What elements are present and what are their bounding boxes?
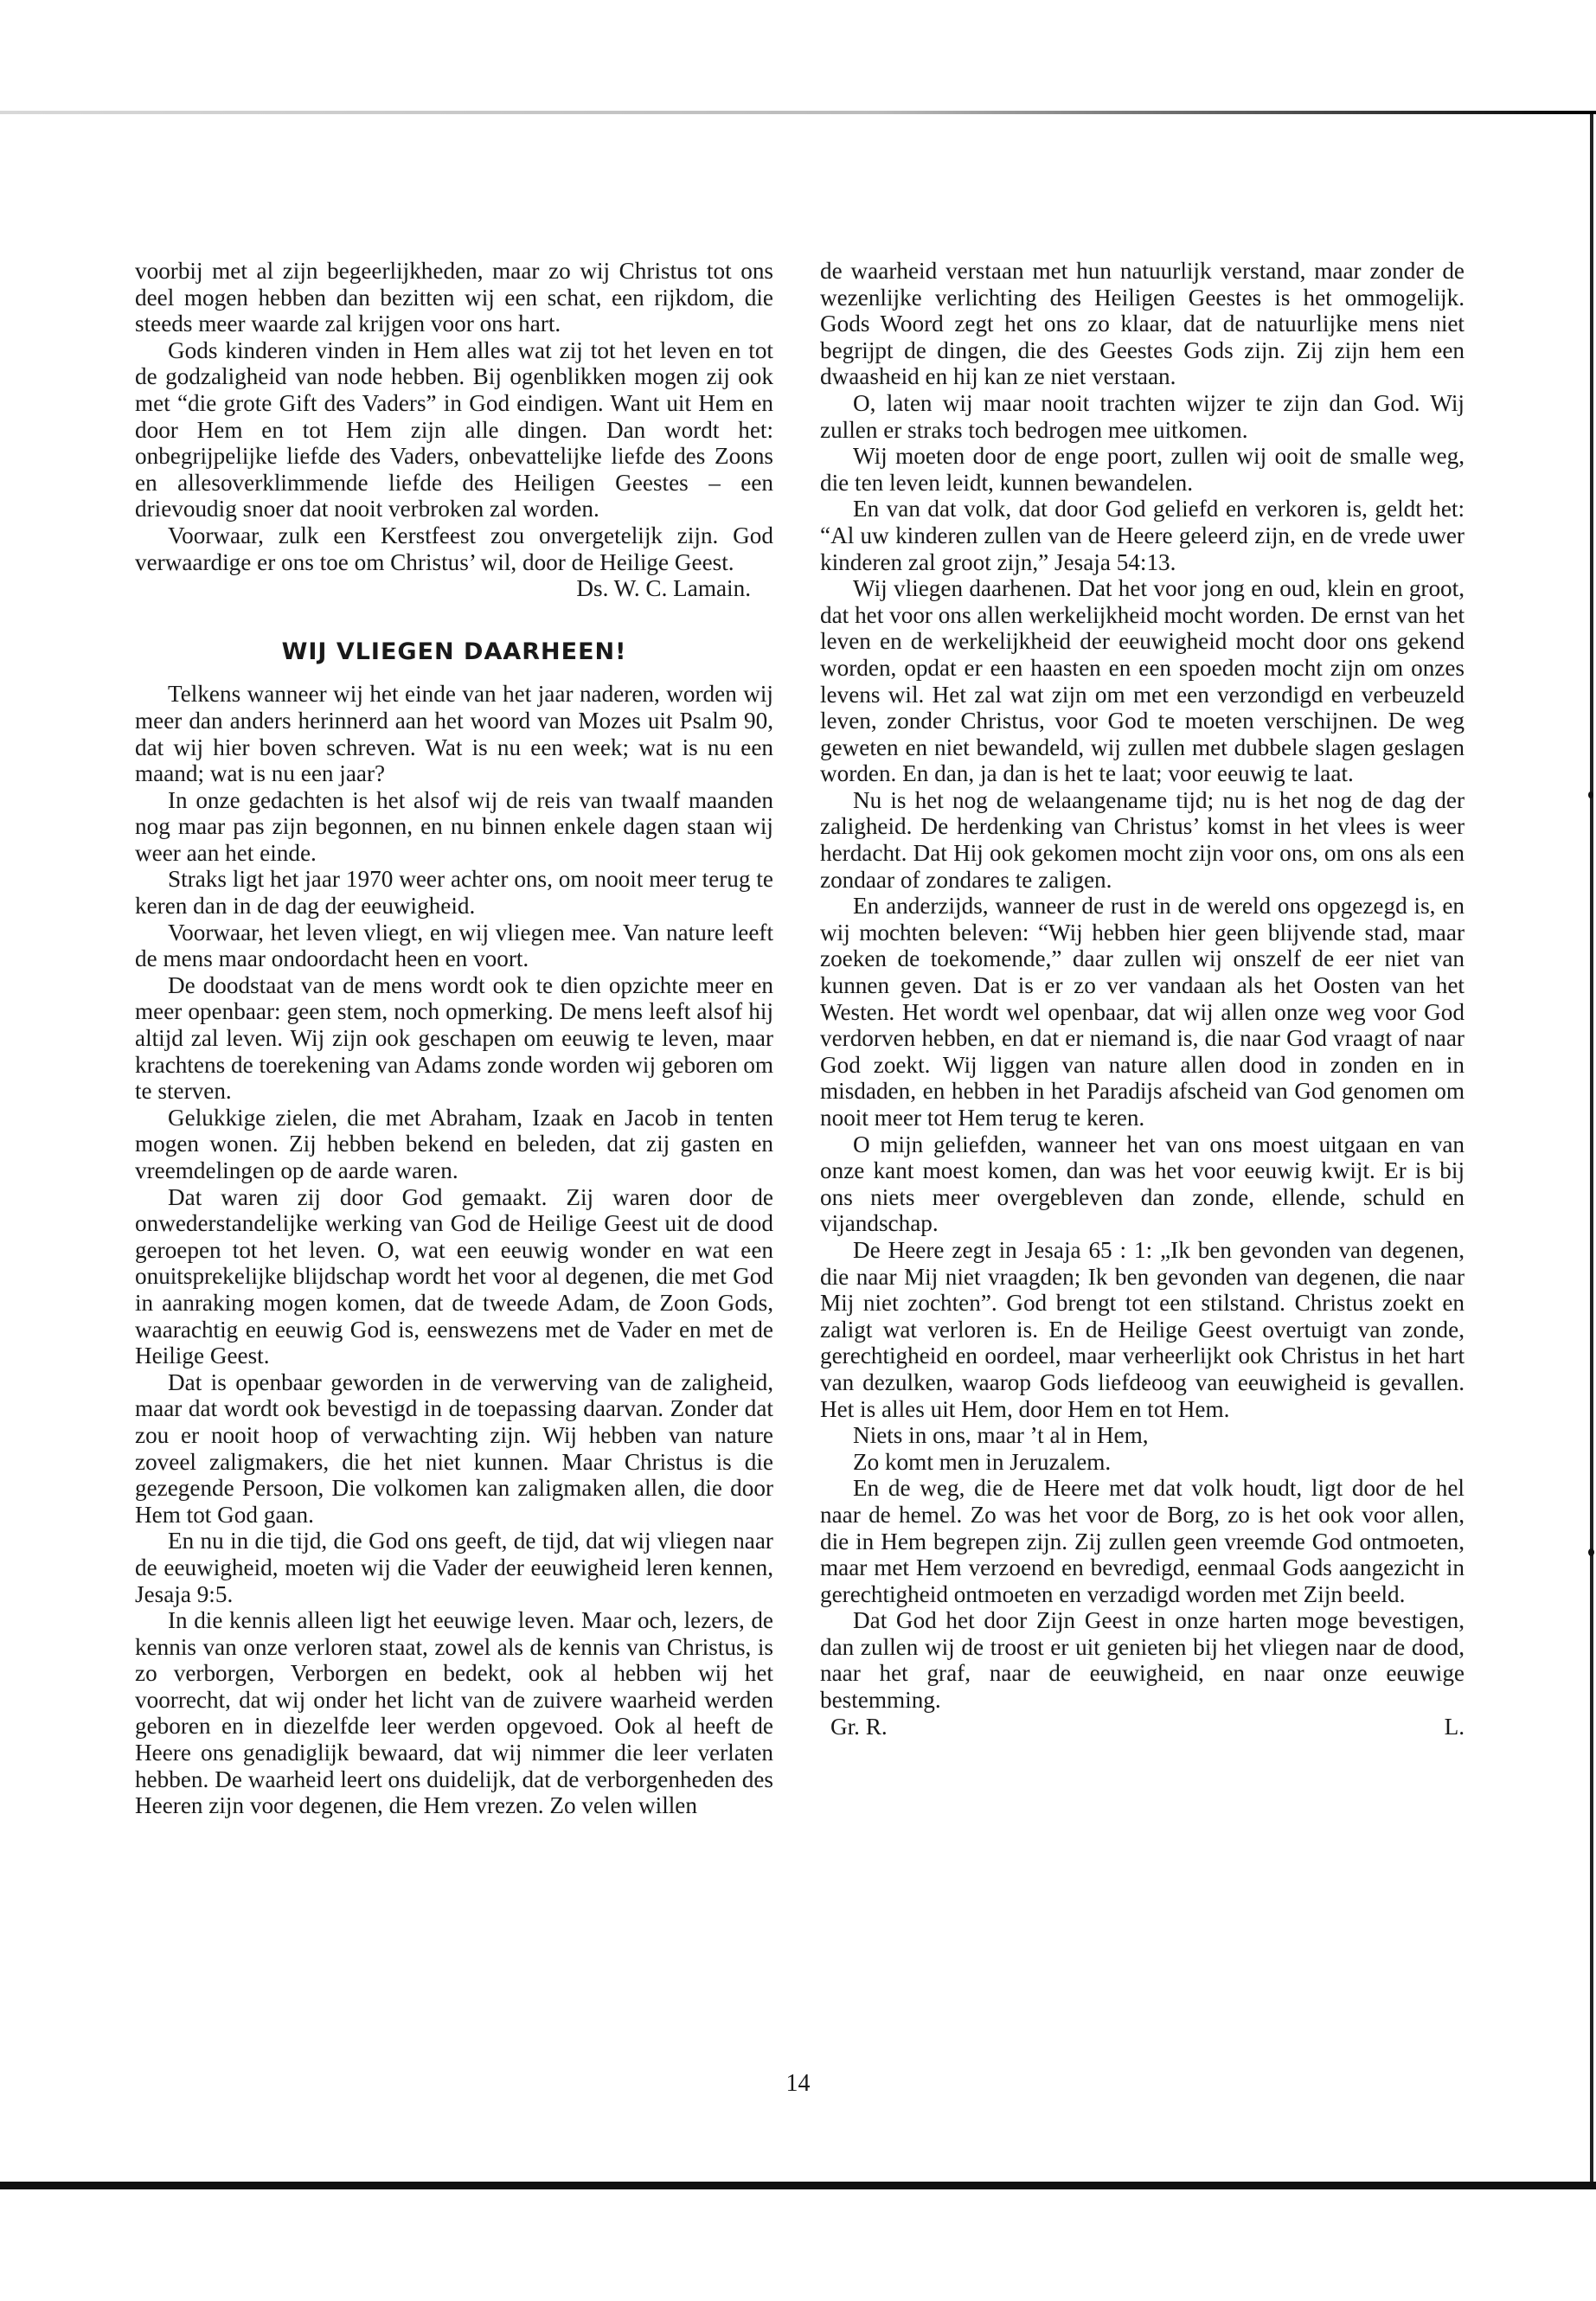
author-signature: Ds. W. C. Lamain.	[576, 575, 751, 602]
body-paragraph: In onze gedachten is het alsof wij de reis van twaalf maanden nog maar pas zijn begonnen, en nu binnen enkele dagen staan wij weer aan het einde.	[135, 786, 773, 866]
body-paragraph: Straks ligt het jaar 1970 weer achter ons, om nooit meer terug te keren dan in de dag der eeuwigheid.	[135, 866, 773, 920]
poem-line: Niets in ons, maar ’t al in Hem,	[853, 1422, 1149, 1449]
author-initials-right: L.	[1444, 1713, 1465, 1740]
body-paragraph: Voorwaar, zulk een Kerstfeest zou onvergetelijk zijn. God verwaardige er ons toe om Christus’ wil, door de Heilige Geest.	[135, 522, 773, 575]
body-paragraph: En anderzijds, wanneer de rust in de wereld ons opgezegd is, en wij mochten beleven: “Wij hebben hier geen blijvende stad, maar zoeken de toekomende,” daar zullen wij onszelf de eer niet van kunnen geven. Dat is er zo ver vandaan als het Oosten van het Westen. Het wordt wel openbaar, dat wij allen onze weg voor God verdorven hebben, en dat er niemand is, die naar God vraagt of naar God zoekt. Wij liggen van nature allen dood in zonden en in misdaden, en hebben in het Paradijs afscheid van God genomen om nooit meer tot Hem terug te keren.	[820, 893, 1465, 1131]
scan-mark	[1588, 792, 1593, 798]
body-paragraph: Dat God het door Zijn Geest in onze harten moge bevestigen, dan zullen wij de troost er uit genieten bij het vliegen naar de dood, naar het graf, naar de eeuwigheid, en naar onze eeuwige bestemming.	[820, 1607, 1465, 1714]
body-paragraph: Nu is het nog de welaangename tijd; nu is het nog de dag der zaligheid. De herdenking van Christus’ komst in het vlees is weer herdacht. Dat Hij ook gekomen mocht zijn voor ons, om ons als een zondaar of zondares te zaligen.	[820, 786, 1465, 893]
body-paragraph: Dat is openbaar geworden in de verwerving van de zaligheid, maar dat wordt ook bevestigd in de toepassing daarvan. Zonder dat zou er nooit hoop of verwachting zijn. Wij hebben van nature zoveel zaligmakers, die het niet kunnen. Maar Christus is die gezegende Persoon, Die volkomen kan zaligmaken allen, die door Hem tot God gaan.	[135, 1368, 773, 1528]
body-paragraph: In die kennis alleen ligt het eeuwige leven. Maar och, lezers, de kennis van onze verloren staat, zowel als de kennis van Christus, is zo verborgen, Verborgen en bedekt, ook al hebben wij het voorrecht, dat wij onder het licht van de zuivere waarheid werden geboren en in diezelfde leer werden opgevoed. Ook al heeft de Heere ons genadiglijk bewaard, dat wij nimmer die leer verlaten hebben. De waarheid leert ons duidelijk, dat de verborgenheden des Heeren zijn voor degenen, die Hem vrezen. Zo velen willen	[135, 1607, 773, 1819]
article-title: WIJ VLIEGEN DAARHEEN!	[281, 638, 627, 665]
body-paragraph: Wij moeten door de enge poort, zullen wij ooit de smalle weg, die ten leven leidt, kunnen bewandelen.	[820, 443, 1465, 496]
article-signature-line	[820, 1714, 1465, 1740]
body-paragraph: De Heere zegt in Jesaja 65 : 1: „Ik ben gevonden van degenen, die naar Mij niet vraagden; Ik ben gevonden van degenen, die naar Mij niet zochten”. God brengt tot een stilstand. Christus zoekt en zaligt wat verloren is. En de Heilige Geest overtuigt van zonde, gerechtigheid en oordeel, maar verheerlijkt ook Christus in het hart van dezulken, waarop Gods liefdeoog van eeuwigheid is gevallen. Het is alles uit Hem, door Hem en tot Hem.	[820, 1236, 1465, 1422]
prev-article-signature-line	[135, 575, 773, 602]
body-paragraph: voorbij met al zijn begeerlijkheden, maar zo wij Christus tot ons deel mogen hebben dan bezitten wij een schat, een rijkdom, die steeds meer waarde zal krijgen voor ons hart.	[135, 258, 773, 337]
page-top-rule	[0, 111, 1596, 114]
poem-line: Zo komt men in Jeruzalem.	[853, 1448, 1112, 1475]
body-paragraph: En nu in die tijd, die God ons geeft, de tijd, dat wij vliegen naar de eeuwigheid, moeten wij die Vader der eeuwigheid leren kennen, Jesaja 9:5.	[135, 1528, 773, 1607]
body-paragraph: O, laten wij maar nooit trachten wijzer te zijn dan God. Wij zullen er straks toch bedrogen mee uitkomen.	[820, 389, 1465, 443]
body-paragraph: Telkens wanneer wij het einde van het jaar naderen, worden wij meer dan anders herinnerd aan het woord van Mozes uit Psalm 90, dat wij hier boven schreven. Wat is nu een week; wat is nu een maand; wat is nu een jaar?	[135, 681, 773, 787]
scan-bottom-edge	[0, 2182, 1596, 2189]
body-paragraph: En van dat volk, dat door God geliefd en verkoren is, geldt het: “Al uw kinderen zullen van de Heere geleerd zijn, en de vrede uwer kinderen zal groot zijn,” Jesaja 54:13.	[820, 496, 1465, 575]
body-paragraph: De doodstaat van de mens wordt ook te dien opzichte meer en meer openbaar: geen stem, noch opmerking. De mens leeft alsof hij altijd zal leven. Wij zijn ook geschapen om eeuwig te leven, maar krachtens de toerekening van Adams zonde worden wij geboren om te sterven.	[135, 971, 773, 1105]
body-paragraph: Gelukkige zielen, die met Abraham, Izaak en Jacob in tenten mogen wonen. Zij hebben bekend en beleden, dat zij gasten en vreemdelingen op de aarde waren.	[135, 1104, 773, 1183]
author-initials-left: Gr. R.	[830, 1713, 888, 1740]
scan-right-edge	[1590, 114, 1593, 2186]
body-paragraph: Gods kinderen vinden in Hem alles wat zij tot het leven en tot de godzaligheid van node hebben. Bij ogenblikken mogen zij ook met “die grote Gift des Vaders” in God eindigen. Want uit Hem en door Hem en tot Hem zijn alle dingen. Dan wordt het: onbegrijpelijke liefde des Vaders, onbevattelijke liefde des Zoons en allesoverklimmende liefde des Heiligen Geestes – een drievoudig snoer dat nooit verbroken zal worden.	[135, 336, 773, 522]
page-number: 14	[785, 2070, 811, 2097]
body-paragraph: Wij vliegen daarhenen. Dat het voor jong en oud, klein en groot, dat het voor ons allen werkelijkheid mocht worden. De ernst van het leven en de werkelijkheid der eeuwigheid mocht door ons gekend worden, opdat er een haasten en een spoeden mocht zijn om onzes levens wil. Het zal wat zijn om met een verzondigd en verbeuzeld leven, zonder Christus, voor God te moeten verschijnen. De weg geweten en niet bewandeld, wij zullen met dubbele slagen geslagen worden. En dan, ja dan is het te laat; voor eeuwig te laat.	[820, 575, 1465, 787]
left-column	[135, 258, 773, 1819]
right-column	[820, 258, 1465, 1740]
body-paragraph: de waarheid verstaan met hun natuurlijk verstand, maar zonder de wezenlijke verlichting des Heiligen Geestes is het ommogelijk. Gods Woord zegt het ons zo klaar, dat de natuurlijke mens niet begrijpt de dingen, die des Geestes Gods zijn. Zij zijn hem een dwaasheid en hij kan ze niet verstaan.	[820, 258, 1465, 390]
body-paragraph: Voorwaar, het leven vliegt, en wij vliegen mee. Van nature leeft de mens maar ondoordacht heen en voort.	[135, 919, 773, 972]
body-paragraph: Dat waren zij door God gemaakt. Zij waren door de onwederstandelijke werking van God de Heilige Geest uit de dood geroepen tot het leven. O, wat een eeuwig wonder en wat een onuitsprekelijke blijdschap wordt het voor al degenen, die met God in aanraking mogen komen, dat de tweede Adam, de Zoon Gods, waarachtig en eeuwig God is, eenswezens met de Vader en met de Heilige Geest.	[135, 1183, 773, 1369]
body-paragraph: En de weg, die de Heere met dat volk houdt, ligt door de hel naar de hemel. Zo was het voor de Borg, zo is het ook voor allen, die in Hem begrepen zijn. Zij zullen geen vreemde God ontmoeten, maar met Hem verzoend en bevredigd, eenmaal Gods aangezicht in gerechtigheid ontmoeten en verzadigd worden met Zijn beeld.	[820, 1475, 1465, 1607]
body-paragraph: O mijn geliefden, wanneer het van ons moest uitgaan en van onze kant moest komen, dan was het voor eeuwig kwijt. Er is bij ons niets meer overgebleven dan zonde, ellende, schuld en vijandschap.	[820, 1131, 1465, 1237]
scan-mark	[1588, 1548, 1594, 1556]
